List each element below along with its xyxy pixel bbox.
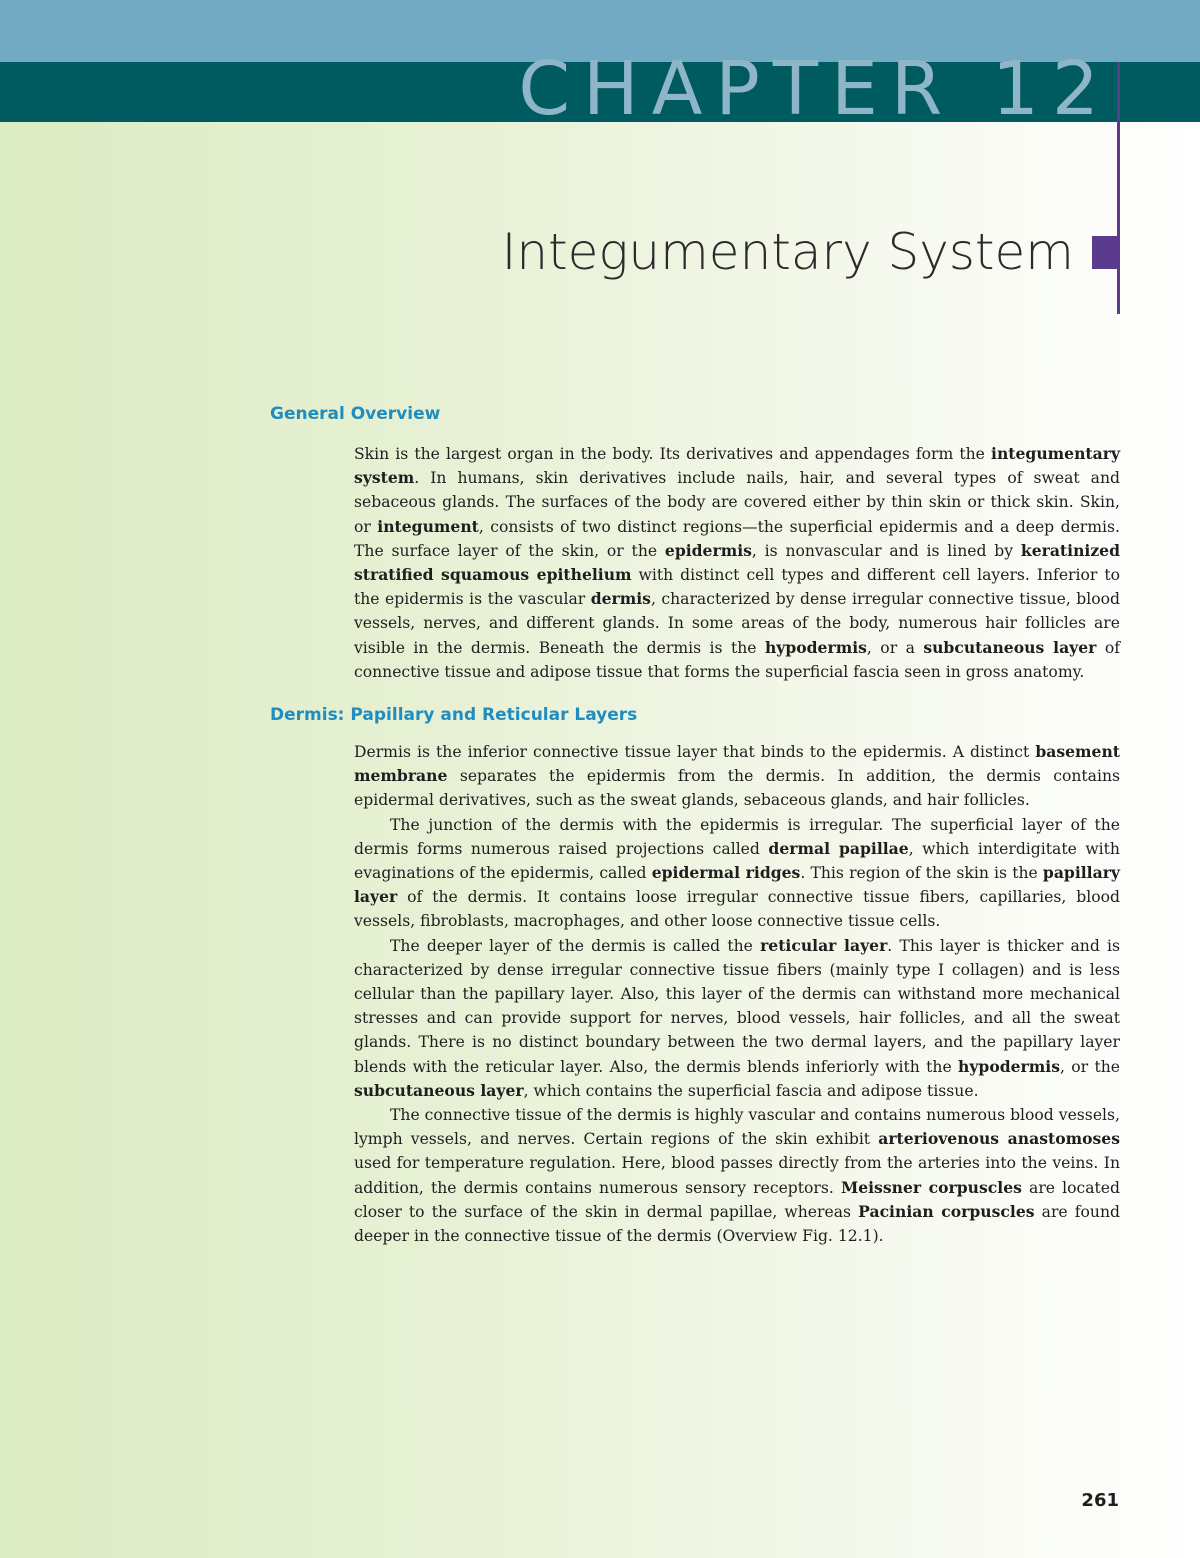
section-body-general-overview xyxy=(354,442,1120,684)
vertical-accent-rule xyxy=(1117,62,1120,314)
section-heading-dermis: Dermis: Papillary and Reticular Layers xyxy=(270,705,638,725)
section-heading-general-overview: General Overview xyxy=(270,404,441,424)
paragraph: Skin is the largest organ in the body. Its derivatives and appendages form the integumentary system. In humans, skin derivatives include nails, hair, and several types of sweat and sebaceous glands. The surfaces of the body are covered either by thin skin or thick skin. Skin, or integument, consists of two distinct regions—the superficial epidermis and a deep dermis. The surface layer of the skin, or the epidermis, is nonvascular and is lined by keratinized stratified squamous epithelium with distinct cell types and different cell layers. Inferior to the epidermis is the vascular dermis, characterized by dense irregular connective tissue, blood vessels, nerves, and different glands. In some areas of the body, numerous hair follicles are visible in the dermis. Beneath the dermis is the hypodermis, or a subcutaneous layer of connective tissue and adipose tissue that forms the superficial fascia seen in gross anatomy. xyxy=(354,444,1121,681)
paragraph: The connective tissue of the dermis is highly vascular and contains numerous blood vessels, lymph vessels, and nerves. Certain regions of the skin exhibit arteriovenous anastomoses used for temperature regulation. Here, blood passes directly from the arteries into the veins. In addition, the dermis contains numerous sensory receptors. Meissner corpuscles are located closer to the surface of the skin in dermal papillae, whereas Pacinian corpuscles are found deeper in the connective tissue of the dermis (Overview Fig. 12.1). xyxy=(354,1106,1121,1246)
paragraph: Dermis is the inferior connective tissue layer that binds to the epidermis. A distinct basement membrane separates the epidermis from the dermis. In addition, the dermis contains epidermal derivatives, such as the sweat glands, sebaceous glands, and hair follicles. xyxy=(354,742,1120,810)
paragraph: The junction of the dermis with the epidermis is irregular. The superficial layer of the dermis forms numerous raised projections called dermal papillae, which interdigitate with evaginations of the epidermis, called epidermal ridges. This region of the skin is the papillary layer of the dermis. It contains loose irregular connective tissue fibers, capillaries, blood vessels, fibroblasts, macrophages, and other loose connective tissue cells. xyxy=(354,815,1120,931)
page-number: 261 xyxy=(1081,1490,1119,1511)
section-body-dermis xyxy=(354,740,1120,1248)
page-title: Integumentary System xyxy=(501,223,1074,281)
chapter-label: CHAPTER 12 xyxy=(518,46,1112,132)
title-accent-block xyxy=(1092,236,1117,269)
paragraph: The deeper layer of the dermis is called the reticular layer. This layer is thicker and is characterized by dense irregular connective tissue fibers (mainly type I collagen) and is less cellular than the papillary layer. Also, this layer of the dermis can withstand more mechanical stresses and can provide support for nerves, blood vessels, hair follicles, and all the sweat glands. There is no distinct boundary between the two dermal layers, and the papillary layer blends with the reticular layer. Also, the dermis blends inferiorly with the hypodermis, or the subcutaneous layer, which contains the superficial fascia and adipose tissue. xyxy=(354,935,1120,1100)
